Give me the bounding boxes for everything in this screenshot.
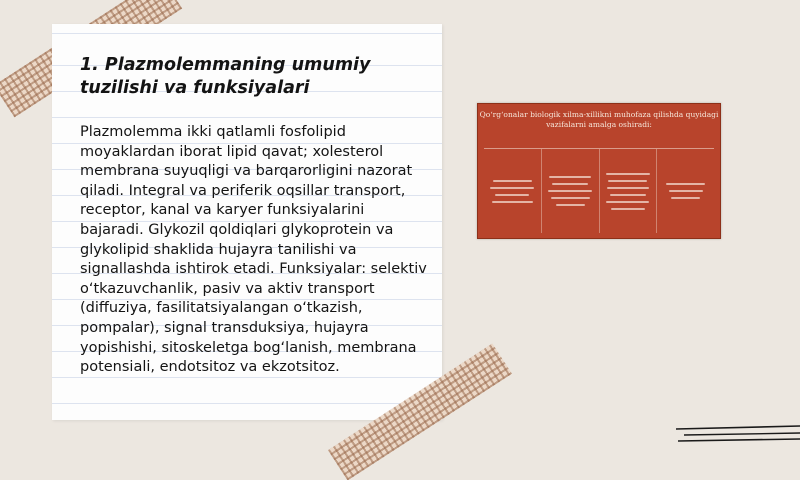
slide-body-text: Plazmolemma ikki qatlamli fosfolipid moyaklardan iborat lipid qavat; xolesterol membrana suyuqligi va barqarorligini nazorat qiladi. Integral va periferik oqsillar transport, receptor, kanal va karyer funksiyalarini bajaradi. Glykozil qoldiqlari glykoprotein va glykolipid shaklida hujayra tanilishi va signallashda ishtirok etadi. Funksiyalar: selektiv o‘tkazuvchanlik, pasiv va aktiv transport (diffuziya, fasilitatsiyalangan o‘tkazish, pompalar), signal transduksiya, hujayra yopishishi, sitoskeletga bog‘lanish, membrana potensiali, endotsitoz va ekzotsitoz. — [80, 124, 427, 376]
embedded-image-column — [599, 149, 657, 233]
decorative-lines — [676, 424, 800, 444]
embedded-image-heading: Qo‘rg‘onalar biologik xilma-xillikni muhofaza qilishda quyidagi vazifalarni amalga oshiradi: — [479, 110, 719, 129]
embedded-image-column — [656, 149, 714, 233]
embedded-image-columns — [484, 148, 714, 233]
slide-title: 1. Plazmolemmaning umumiy tuzilishi va funksiyalari — [80, 55, 371, 98]
embedded-image-column — [541, 149, 599, 233]
embedded-slide-image — [477, 103, 721, 239]
embedded-image-column — [484, 149, 541, 233]
